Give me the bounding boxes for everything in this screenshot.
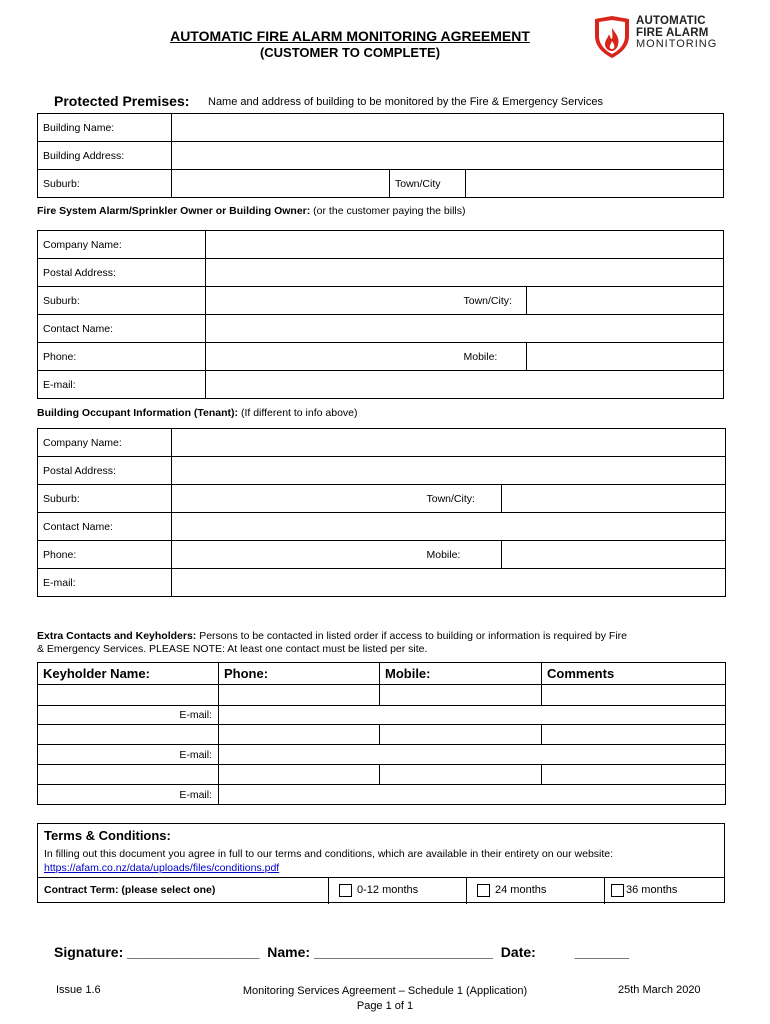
document-title: AUTOMATIC FIRE ALARM MONITORING AGREEMENT — [170, 28, 530, 44]
occupant-email-field[interactable] — [172, 569, 726, 597]
keyholder-2-phone-field[interactable] — [219, 725, 380, 745]
occupant-phone-field[interactable] — [172, 541, 422, 569]
owner-suburb-label: Suburb: — [38, 287, 206, 315]
occupant-mobile-field[interactable] — [502, 541, 726, 569]
col-mobile: Mobile: — [380, 663, 542, 685]
keyholder-3-phone-field[interactable] — [219, 765, 380, 785]
occupant-contact-label: Contact Name: — [38, 513, 172, 541]
town-city-field[interactable] — [466, 170, 724, 198]
keyholder-1-mobile-field[interactable] — [380, 685, 542, 706]
occupant-suburb-label: Suburb: — [38, 485, 172, 513]
option-0-12-months[interactable] — [328, 878, 469, 904]
option-36-label: 36 months — [626, 884, 678, 896]
owner-company-field[interactable] — [206, 231, 724, 259]
occupant-postal-field[interactable] — [172, 457, 726, 485]
terms-title: Terms & Conditions: — [44, 828, 171, 843]
logo-line-2: FIRE ALARM — [636, 26, 709, 39]
suburb-field[interactable] — [172, 170, 390, 198]
logo-line-1: AUTOMATIC — [636, 15, 706, 27]
checkbox-24-months[interactable] — [477, 884, 490, 897]
owner-postal-field[interactable] — [206, 259, 724, 287]
protected-premises-label: Protected Premises: — [54, 93, 190, 109]
occupant-company-field[interactable] — [172, 429, 726, 457]
contract-term-label: Contract Term: (please select one) — [44, 884, 216, 896]
keyholder-3-mobile-field[interactable] — [380, 765, 542, 785]
occupant-heading-bold: Building Occupant Information (Tenant): — [37, 407, 239, 419]
keyholder-2-comments-field[interactable] — [542, 725, 726, 745]
col-comments: Comments — [542, 663, 726, 685]
owner-email-field[interactable] — [206, 371, 724, 399]
option-36-months[interactable] — [604, 878, 725, 904]
owner-contact-label: Contact Name: — [38, 315, 206, 343]
option-24-label: 24 months — [495, 884, 547, 896]
keyholder-2-email-label: E-mail: — [38, 745, 219, 765]
keyholder-3-email-field[interactable] — [219, 785, 726, 805]
owner-town-label: Town/City: — [459, 287, 527, 315]
signature-line[interactable]: Signature: _________________ Name: _______________________ Date: _______ — [54, 944, 630, 960]
owner-heading-bold: Fire System Alarm/Sprinkler Owner or Building Owner: — [37, 205, 311, 217]
keyholder-1-comments-field[interactable] — [542, 685, 726, 706]
company-logo — [592, 16, 722, 58]
owner-town-field[interactable] — [527, 287, 724, 315]
owner-phone-field[interactable] — [206, 343, 459, 371]
footer-page-number: Page 1 of 1 — [356, 1000, 414, 1012]
keyholder-1-email-label: E-mail: — [38, 706, 219, 725]
keyholder-2-email-field[interactable] — [219, 745, 726, 765]
occupant-mobile-label: Mobile: — [422, 541, 502, 569]
owner-table — [37, 230, 724, 399]
footer-schedule: Monitoring Services Agreement – Schedule 1 (Application) — [242, 985, 528, 997]
occupant-phone-label: Phone: — [38, 541, 172, 569]
occupant-company-label: Company Name: — [38, 429, 172, 457]
keyholder-1-name-field[interactable] — [38, 685, 219, 706]
contract-term-row — [38, 877, 724, 904]
suburb-label: Suburb: — [38, 170, 172, 198]
terms-box — [37, 823, 725, 903]
owner-mobile-label: Mobile: — [459, 343, 527, 371]
owner-heading-rest: (or the customer paying the bills) — [310, 205, 466, 217]
logo-line-3: MONITORING — [636, 38, 718, 50]
building-address-label: Building Address: — [38, 142, 172, 170]
occupant-town-field[interactable] — [502, 485, 726, 513]
owner-phone-label: Phone: — [38, 343, 206, 371]
keyholder-3-name-field[interactable] — [38, 765, 219, 785]
owner-company-label: Company Name: — [38, 231, 206, 259]
owner-email-label: E-mail: — [38, 371, 206, 399]
keyholder-table — [37, 662, 726, 805]
terms-text: In filling out this document you agree in full to our terms and conditions, which are available in their entirety on our website: — [44, 848, 614, 860]
occupant-town-label: Town/City: — [422, 485, 502, 513]
owner-section-heading — [37, 205, 466, 217]
document-subtitle: (CUSTOMER TO COMPLETE) — [259, 45, 441, 60]
extra-contacts-heading — [37, 630, 727, 656]
building-address-field[interactable] — [172, 142, 724, 170]
checkbox-36-months[interactable] — [611, 884, 624, 897]
extra-heading-line1: Persons to be contacted in listed order if access to building or information is required by Fire — [196, 630, 628, 642]
option-24-months[interactable] — [466, 878, 607, 904]
owner-suburb-field[interactable] — [206, 287, 459, 315]
col-phone: Phone: — [219, 663, 380, 685]
protected-premises-description: Name and address of building to be monitored by the Fire & Emergency Services — [208, 96, 603, 108]
occupant-section-heading — [37, 407, 358, 419]
col-keyholder-name: Keyholder Name: — [38, 663, 219, 685]
occupant-email-label: E-mail: — [38, 569, 172, 597]
footer-date: 25th March 2020 — [618, 984, 701, 996]
occupant-heading-rest: (If different to info above) — [238, 407, 358, 419]
keyholder-2-mobile-field[interactable] — [380, 725, 542, 745]
owner-mobile-field[interactable] — [527, 343, 724, 371]
occupant-suburb-field[interactable] — [172, 485, 422, 513]
town-city-label: Town/City — [390, 170, 466, 198]
protected-premises-table — [37, 113, 724, 198]
building-name-field[interactable] — [172, 114, 724, 142]
keyholder-3-comments-field[interactable] — [542, 765, 726, 785]
keyholder-2-name-field[interactable] — [38, 725, 219, 745]
keyholder-1-email-field[interactable] — [219, 706, 726, 725]
extra-heading-line2: & Emergency Services. PLEASE NOTE: At least one contact must be listed per site. — [37, 643, 428, 655]
checkbox-0-12-months[interactable] — [339, 884, 352, 897]
occupant-table — [37, 428, 726, 597]
shield-flame-icon — [592, 16, 632, 58]
occupant-postal-label: Postal Address: — [38, 457, 172, 485]
extra-heading-bold: Extra Contacts and Keyholders: — [37, 630, 197, 642]
option-0-12-label: 0-12 months — [357, 884, 419, 896]
keyholder-3-email-label: E-mail: — [38, 785, 219, 805]
keyholder-1-phone-field[interactable] — [219, 685, 380, 706]
owner-contact-field[interactable] — [206, 315, 724, 343]
terms-conditions-link[interactable]: https://afam.co.nz/data/uploads/files/conditions.pdf — [44, 862, 280, 874]
footer-issue: Issue 1.6 — [56, 984, 101, 996]
owner-postal-label: Postal Address: — [38, 259, 206, 287]
terms-text-block — [44, 847, 719, 875]
building-name-label: Building Name: — [38, 114, 172, 142]
occupant-contact-field[interactable] — [172, 513, 726, 541]
